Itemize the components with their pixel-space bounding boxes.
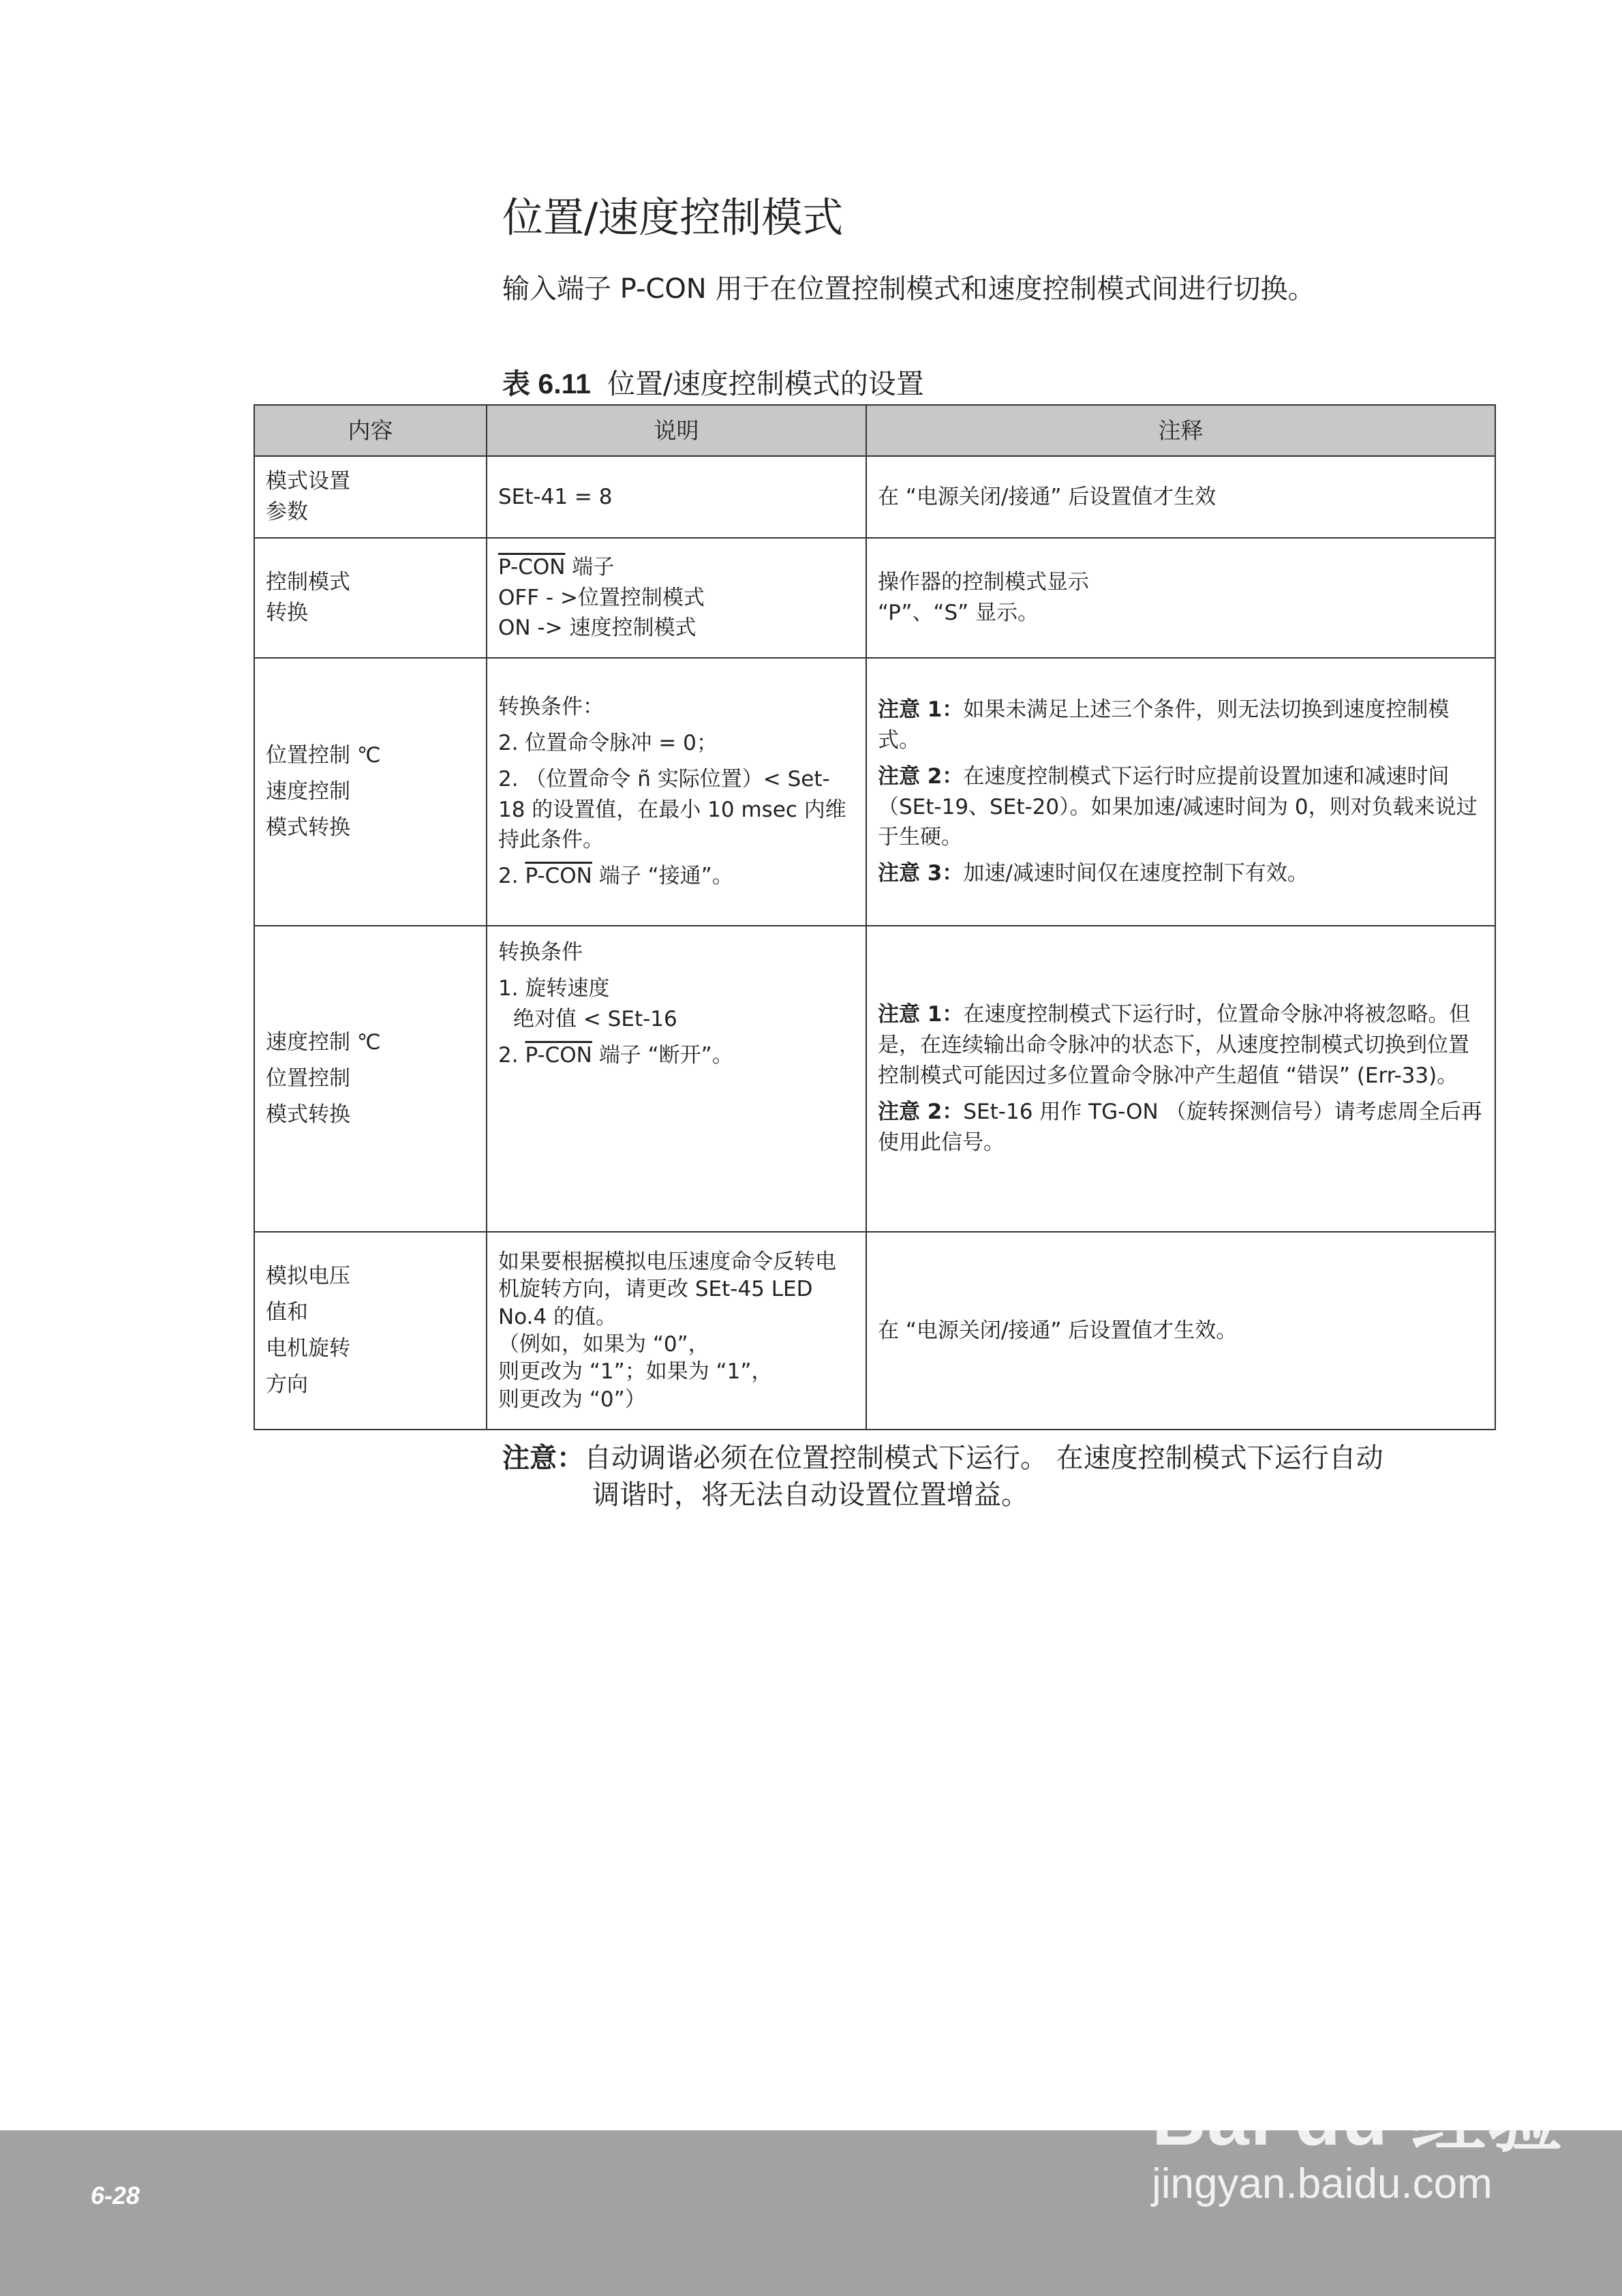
cell-line: 速度控制 ℃ bbox=[266, 1030, 381, 1055]
note-text: 加速/减速时间仅在速度控制下有效。 bbox=[963, 861, 1309, 886]
cell-text: 端子 “接通”。 bbox=[592, 864, 733, 889]
watermark-url: jingyan.baidu.com bbox=[1152, 2160, 1493, 2207]
note-label: 注意 1： bbox=[878, 1002, 964, 1027]
note-text: 如果未满足上述三个条件，则无法切换到速度控制模式。 bbox=[878, 697, 1450, 753]
table-row bbox=[254, 1232, 1495, 1430]
header-content: 内容 bbox=[254, 405, 487, 456]
note-text: 在速度控制模式下运行时应提前设置加速和减速时间 （SEt-19、SEt-20）。如果加速/减速时间为 0，则对负载来说过于生硬。 bbox=[878, 764, 1478, 850]
cell-content bbox=[254, 1232, 487, 1430]
cell-line: 转换条件 bbox=[498, 940, 583, 965]
table-row bbox=[254, 538, 1495, 658]
note-item bbox=[878, 999, 1484, 1091]
cell-line: ON -> 速度控制模式 bbox=[498, 616, 697, 641]
cell-line: 值和 bbox=[266, 1300, 308, 1325]
cell-line: 操作器的控制模式显示 bbox=[878, 570, 1089, 595]
page-number: 6-28 bbox=[91, 2181, 140, 2209]
cell-description bbox=[487, 926, 866, 1232]
cell-line: 则更改为 “0”） bbox=[498, 1387, 646, 1412]
cell-text: 2. bbox=[498, 1042, 525, 1068]
cell-line: （例如，如果为 “0”， bbox=[498, 1332, 709, 1357]
pcon-signal: P-CON bbox=[525, 1042, 592, 1068]
pcon-signal: P-CON bbox=[498, 554, 566, 579]
cell-line: 模式转换 bbox=[266, 1102, 350, 1127]
table-row bbox=[254, 926, 1495, 1232]
watermark-brand: Bai du 经验 bbox=[1152, 2077, 1564, 2161]
cell-line: 控制模式 bbox=[266, 570, 350, 595]
cell-line: 位置控制 ℃ bbox=[266, 743, 381, 768]
cell-content bbox=[254, 538, 487, 658]
cell-notes: 在 “电源关闭/接通” 后设置值才生效。 bbox=[866, 1232, 1495, 1430]
note-text: SEt-16 用作 TG-ON （旋转探测信号）请考虑周全后再使用此信号。 bbox=[878, 1099, 1482, 1155]
footnote-label: 注意： bbox=[502, 1442, 584, 1474]
cell-description: SEt-41 = 8 bbox=[487, 456, 866, 538]
note-item bbox=[878, 1097, 1484, 1158]
cell-notes bbox=[866, 658, 1495, 926]
cell-line: 1. 旋转速度 bbox=[498, 976, 610, 1001]
cell-line: 如果要根据模拟电压速度命令反转电机旋转方向，请更改 SEt-45 LED No.4 的值。 bbox=[498, 1250, 836, 1329]
settings-table bbox=[254, 404, 1496, 1430]
cell-content bbox=[254, 456, 487, 538]
cell-text: 2. bbox=[498, 864, 525, 889]
table-row bbox=[254, 658, 1495, 926]
cell-content bbox=[254, 926, 487, 1232]
footnote bbox=[502, 1440, 1383, 1513]
cell-notes bbox=[866, 538, 1495, 658]
cell-line: 参数 bbox=[266, 500, 308, 524]
header-notes: 注释 bbox=[866, 405, 1495, 456]
cell-line: 模拟电压 bbox=[266, 1264, 350, 1289]
cell-line bbox=[498, 552, 855, 583]
note-text: 在速度控制模式下运行时，位置命令脉冲将被忽略。但是，在连续输出命令脉冲的状态下，从速度控制模式切换到位置控制模式可能因过多位置命令脉冲产生超值 “错误” (Err-33)。 bbox=[878, 1002, 1471, 1089]
cell-line: 速度控制 bbox=[266, 779, 350, 804]
cell-line: “P”、“S” 显示。 bbox=[878, 601, 1039, 625]
cell-line: 绝对值 < SEt-16 bbox=[513, 1006, 677, 1031]
footnote-line: 调谐时，将无法自动设置位置增益。 bbox=[592, 1479, 1028, 1511]
note-label: 注意 2： bbox=[878, 1099, 964, 1124]
note-item bbox=[878, 761, 1484, 854]
cell-notes: 在 “电源关闭/接通” 后设置值才生效 bbox=[866, 456, 1495, 538]
header-description: 说明 bbox=[487, 405, 866, 456]
cell-notes bbox=[866, 926, 1495, 1232]
cell-line: 转换 bbox=[266, 601, 308, 625]
table-number: 表 6.11 bbox=[502, 368, 591, 399]
cell-line: 转换条件： bbox=[498, 694, 604, 719]
section-title: 位置/速度控制模式 bbox=[502, 194, 844, 242]
cell-line: 电机旋转 bbox=[266, 1336, 350, 1361]
cell-line: OFF - >位置控制模式 bbox=[498, 585, 705, 610]
cell-line bbox=[498, 1040, 855, 1071]
table-caption-text: 位置/速度控制模式的设置 bbox=[607, 367, 924, 400]
table-caption bbox=[502, 361, 924, 402]
cell-content bbox=[254, 658, 487, 926]
cell-description bbox=[487, 538, 866, 658]
cell-description bbox=[487, 1232, 866, 1430]
cell-line: 2. （位置命令 ñ 实际位置）< Set-18 的设置值，在最小 10 msec 内维持此条件。 bbox=[498, 766, 846, 853]
cell-description bbox=[487, 658, 866, 926]
note-label: 注意 3： bbox=[878, 861, 964, 886]
pcon-signal: P-CON bbox=[525, 864, 592, 889]
cell-text: 端子 bbox=[565, 554, 615, 579]
cell-line: 方向 bbox=[266, 1372, 308, 1397]
intro-text: 输入端子 P-CON 用于在位置控制模式和速度控制模式间进行切换。 bbox=[502, 273, 1315, 305]
cell-line: 模式转换 bbox=[266, 815, 350, 840]
table-header-row bbox=[254, 405, 1495, 456]
footnote-line bbox=[502, 1440, 1383, 1477]
cell-line: 则更改为 “1”；如果为 “1”， bbox=[498, 1359, 773, 1385]
note-item bbox=[878, 695, 1484, 756]
note-label: 注意 2： bbox=[878, 764, 964, 789]
cell-text: 端子 “断开”。 bbox=[592, 1042, 733, 1068]
baidu-watermark bbox=[1152, 2059, 1564, 2208]
note-item bbox=[878, 858, 1484, 889]
table-row bbox=[254, 456, 1495, 538]
cell-line: 位置控制 bbox=[266, 1066, 350, 1091]
footnote-text: 自动调谐必须在位置控制模式下运行。 在速度控制模式下运行自动 bbox=[584, 1442, 1383, 1474]
cell-line: 2. 位置命令脉冲 = 0； bbox=[498, 730, 718, 755]
cell-line: 模式设置 bbox=[266, 469, 350, 494]
note-label: 注意 1： bbox=[878, 697, 964, 722]
cell-line bbox=[498, 861, 855, 892]
